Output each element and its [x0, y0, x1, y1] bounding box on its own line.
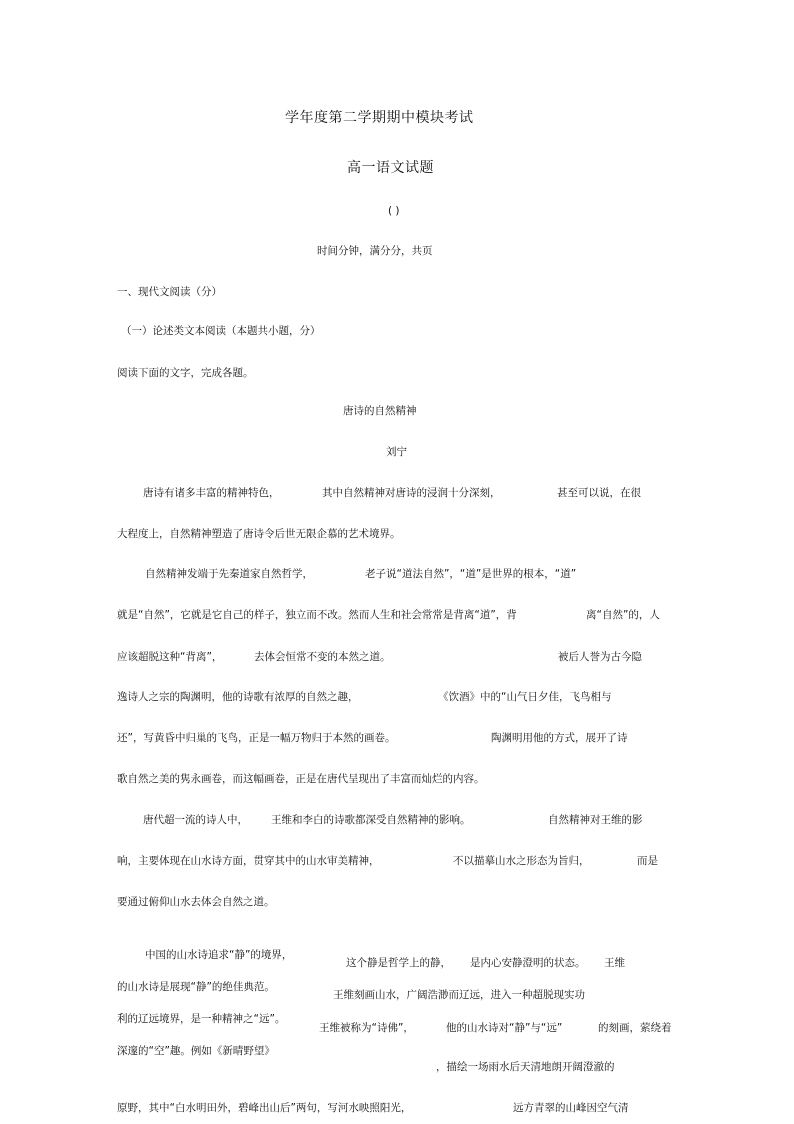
body-text: 甚至可以说，在很	[557, 487, 641, 499]
body-text: 的山水诗是展现“静”的绝佳典范。	[117, 981, 275, 993]
body-text: 王维被称为“诗佛”，	[319, 1022, 414, 1034]
body-text: 原野，其中“白水明田外，碧峰出山后”两句，写河水映照阳光，	[117, 1102, 412, 1114]
body-text: 的刻画，萦绕着	[598, 1022, 672, 1034]
body-text: 大程度上，自然精神塑造了唐诗令后世无限企慕的艺术境界。	[117, 528, 401, 540]
body-text: 利的辽远境界，是一种精神之“远”。	[117, 1013, 286, 1025]
body-text: 不以描摹山水之形态为旨归，	[453, 855, 590, 867]
body-text: 就是“自然”，它就是它自己的样子，独立而不改。然而人生和社会常常是背离“道”，背	[117, 609, 517, 621]
body-text: 深邃的“空”趣。例如《新晴野望》	[117, 1045, 275, 1057]
exam-time-info: 时间分钟，满分分，共页	[317, 245, 433, 257]
body-text: 老子说“道法自然”，“道”是世界的根本，“道”	[365, 568, 577, 580]
body-text: 远方青翠的山峰因空气清	[513, 1102, 629, 1114]
body-text: ，描绘一场雨水后天清地朗开阔澄澈的	[436, 1061, 615, 1073]
body-text: 唐代超一流的诗人中，	[143, 814, 248, 826]
body-text: 而是	[637, 855, 658, 867]
title-parenthesis: ( )	[388, 205, 400, 217]
subsection-heading: （一）论述类文本阅读（本题共小题，分）	[121, 325, 321, 337]
body-text: 离“自然”的，人	[586, 609, 660, 621]
body-text: 自然精神发端于先秦道家自然哲学，	[145, 568, 313, 580]
body-text: 中国的山水诗追求“静”的境界，	[145, 949, 293, 961]
body-text: 王维刻画山水，广阔浩渺而辽远，进入一种超脱现实功	[333, 989, 585, 1001]
body-text: 去体会恒常不变的本然之道。	[254, 651, 391, 663]
article-title: 唐诗的自然精神	[343, 405, 417, 417]
subject-title: 高一语文试题	[347, 160, 434, 176]
body-text: 他的山水诗对“静”与“远”	[446, 1022, 563, 1034]
body-text: 王维和李白的诗歌都深受自然精神的影响。	[271, 814, 471, 826]
body-text: 唐诗有诸多丰富的精神特色，	[143, 487, 280, 499]
body-text: 是内心安静澄明的状态。	[470, 957, 586, 969]
body-text: 应该超脱这种“背离”，	[117, 651, 223, 663]
article-author: 刘宁	[386, 446, 407, 458]
body-text: 其中自然精神对唐诗的浸润十分深刻，	[322, 487, 501, 499]
body-text: 被后人誉为古今隐	[558, 651, 642, 663]
exam-title: 学年度第二学期期中模块考试	[285, 110, 474, 126]
reading-instruction: 阅读下面的文字，完成各题。	[117, 367, 254, 379]
body-text: 逸诗人之宗的陶渊明，他的诗歌有浓厚的自然之趣，	[117, 691, 359, 703]
body-text: 要通过俯仰山水去体会自然之道。	[117, 896, 275, 908]
body-text: 歌自然之美的隽永画卷，而这幅画卷，正是在唐代呈现出了丰富而灿烂的内容。	[117, 773, 485, 785]
body-text: 自然精神对王维的影	[548, 814, 643, 826]
body-text: 王维	[604, 957, 625, 969]
section-heading: 一、现代文阅读（分）	[117, 286, 222, 298]
body-text: 响，主要体现在山水诗方面，贯穿其中的山水审美精神，	[117, 855, 380, 867]
body-text: 《饮酒》中的“山气日夕佳，飞鸟相与	[438, 691, 612, 703]
body-text: 这个静是哲学上的静，	[346, 957, 451, 969]
body-text: 还”，写黄昏中归巢的飞鸟，正是一幅万物归于本然的画卷。	[117, 732, 396, 744]
body-text: 陶渊明用他的方式，展开了诗	[491, 732, 628, 744]
